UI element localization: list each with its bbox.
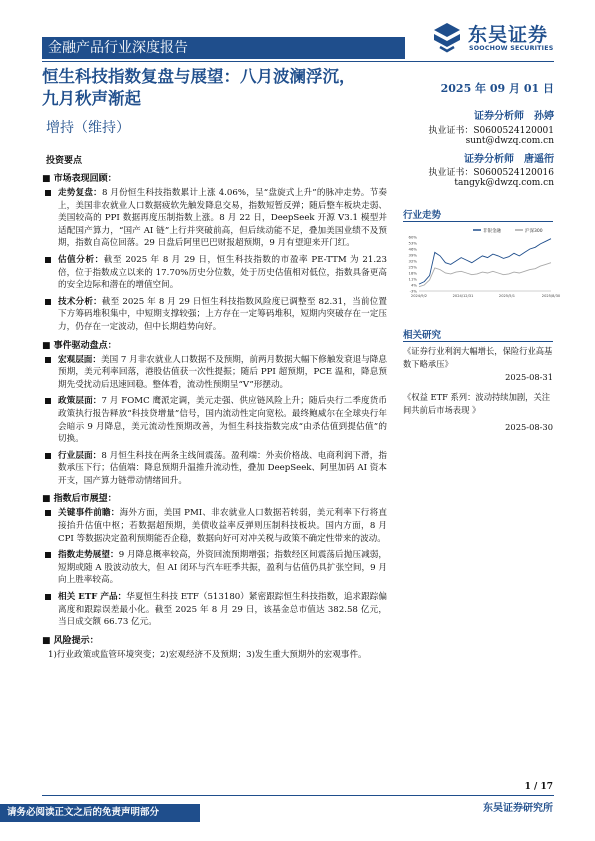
y-tick-label: 60%: [408, 234, 417, 240]
series-line-非银金融: [419, 239, 551, 284]
report-title-line-2: 九月秋声渐起: [42, 89, 141, 108]
y-tick-label: 11%: [408, 276, 417, 282]
y-tick-label: 46%: [408, 246, 417, 252]
x-tick-label: 2024/9/2: [410, 294, 428, 298]
related-research-title: 相关研究: [403, 330, 442, 341]
risk-header: ■ 风险提示：: [42, 635, 99, 646]
series-line-沪深300: [419, 263, 551, 287]
analyst-1-email[interactable]: sunt@dwzq.com.cn: [465, 136, 554, 146]
report-title-line-1: 恒生科技指数复盘与展望：八月波澜浮沉，: [42, 67, 356, 86]
logo-mark-icon: [430, 20, 464, 54]
trend-bullet: 走势复盘：8 月份恒生科技指数累计上涨 4.06%，呈“盘旋式上升”的脉冲走势。节奏上，美国非农就业人口数据疲软先触发降息交易，指数短暂反弹；随后整车板块走弱、美国较高的 PPI 数据再度压制指数上涨。8 月 22 日，DeepSeek 开源 V3.1 模型并适配国产算力，“国产 AI 链”上行并突破前高，但后续动能不足，叠加美国业绩不及预期，指数自高位回落。29 日盘后阿里巴巴财报超预期，9 月有望迎来开门红。: [42, 187, 387, 250]
index-outlook-bullet: 指数走势展望：9 月降息概率较高，外资回流预期增强；指数经区间震荡后抛压减弱，短期或随 A 股波动放大，但 AI 闭环与汽车旺季共振，盈利与估值仍具扩张空间，9 月向上胜率较高。: [42, 549, 387, 587]
page-number: 1 / 17: [524, 782, 553, 792]
valuation-bullet: 估值分析：截至 2025 年 8 月 29 日，恒生科技指数的市盈率 PE-TTM 为 21.23 倍，位于指数成立以来的 17.70%历史分位数，处于历史估值相对低位，指数具备更高的安全边际和潜在的增值空间。: [42, 254, 387, 292]
analyst-2-email[interactable]: tangyk@dwzq.com.cn: [454, 178, 554, 188]
related-item-1-date: 2025-08-31: [505, 372, 553, 382]
x-tick-label: 2025/5/1: [498, 294, 516, 298]
report-category-banner: 金融产品行业深度报告: [42, 37, 405, 59]
x-tick-label: 2025/8/30: [541, 294, 561, 298]
related-divider: [403, 341, 553, 342]
technical-bullet: 技术分析：截至 2025 年 8 月 29 日恒生科技指数风险度已调整至 82.31，当前位置下方筹码堆积集中，中短期支撑较强；上方存在一定筹码堆积，短期内突破存在一定压力，仍存在一定波动，但中长期趋势向好。: [42, 296, 387, 334]
y-tick-label: -3%: [409, 288, 417, 294]
footer-divider: [42, 795, 554, 796]
event-driver-header: ■ 事件驱动盘点：: [42, 340, 117, 351]
trend-divider: [403, 221, 553, 222]
market-review-header: ■ 市场表现回顾：: [42, 174, 117, 184]
y-tick-label: 25%: [408, 264, 417, 270]
key-event-bullet: 关键事件前瞻：海外方面，美国 PMI、非农就业人口数据若转弱，美元利率下行将直接抬升估值中枢；若数据超预期，美债收益率反弹则压制科技板块。国内方面，8 月 CPI 等数据决定盈利预期能否企稳，数据向好可对冲关税与政策不确定性带来的波动。: [42, 507, 387, 545]
industry-bullet: 行业层面：8 月恒生科技在两条主线间震荡。盈利端：外卖价格战、电商利润下滑，指数承压下行；估值端：降息预期升温推升流动性，叠加 DeepSeek、阿里加码 AI 资本开支，国产算力链带动情绪回升。: [42, 450, 387, 488]
report-date: 2025 年 09 月 01 日: [440, 82, 554, 95]
related-item-2[interactable]: 《权益 ETF 系列：波动持续加剧，关注间共前后市场表现 》: [403, 392, 551, 415]
industry-trend-title: 行业走势: [403, 210, 442, 221]
report-title: [42, 66, 402, 110]
disclaimer-banner: 请务必阅读正文之后的免责声明部分: [0, 804, 200, 822]
analyst-1-title: 证券分析师 孙婷: [474, 111, 554, 122]
analyst-2-title: 证券分析师 唐遥衎: [464, 154, 554, 165]
related-item-1[interactable]: 《证券行业利润大幅增长，保险行业高基数下略承压》: [403, 346, 553, 369]
analyst-1-cert: 执业证书：S0600524120001: [428, 126, 554, 136]
risk-text: 1)行业政策或监管环境突变；2)宏观经济不及预期；3)发生重大预期外的宏观事件。: [48, 649, 367, 660]
rating-label: 增持（维持）: [46, 120, 130, 136]
etf-bullet: 相关 ETF 产品：华夏恒生科技 ETF（513180）紧密跟踪恒生科技指数，追求跟踪偏离度和跟踪误差最小化。截至 2025 年 8 月 29 日，该基金总市值达 382.58 亿元，当日成交额 66.73 亿元。: [42, 591, 387, 629]
main-content: [42, 168, 387, 665]
y-tick-label: 53%: [408, 240, 417, 246]
industry-trend-chart: [403, 225, 561, 301]
y-tick-label: 32%: [408, 258, 417, 264]
legend-label: 非银金融: [483, 229, 501, 234]
related-item-2-date: 2025-08-30: [505, 422, 553, 432]
y-tick-label: 4%: [410, 282, 417, 288]
company-logo: [430, 18, 570, 58]
header-divider: [42, 61, 554, 62]
outlook-header: ■ 指数后市展望：: [42, 494, 117, 505]
legend-label: 沪深300: [525, 229, 543, 234]
footer-org: 东吴证券研究所: [483, 803, 553, 814]
invest-highlights-header: 投资要点: [46, 156, 83, 166]
logo-text-cn: 东吴证券: [468, 24, 549, 46]
analyst-2-cert: 执业证书：S0600524120016: [428, 168, 554, 178]
macro-bullet: 宏观层面：美国 7 月非农就业人口数据不及预期，前两月数据大幅下修触发衰退与降息预期，美元利率回落，港股估值获一次性提振；随后 PPI 超预期，PCE 温和，降息预期先受扰动后迅速回稳。整体看，流动性预期呈“V”形摆动。: [42, 354, 387, 392]
logo-text-en: SOOCHOW SECURITIES: [469, 45, 554, 52]
x-tick-label: 2024/12/31: [452, 294, 474, 298]
y-tick-label: 39%: [408, 252, 417, 258]
y-tick-label: 18%: [408, 270, 417, 276]
policy-bullet: 政策层面：7 月 FOMC 鹰派定调，美元走强、供应链风险上升；随后央行二季度货币政策执行报告释放“科技贷增量”信号，国内流动性定向宽松。最终鲍威尔在全球央行年会暗示 9 月降息，美元流动性预期改善，为恒生科技指数完成“由杀估值到提估值”的切换。: [42, 395, 387, 445]
